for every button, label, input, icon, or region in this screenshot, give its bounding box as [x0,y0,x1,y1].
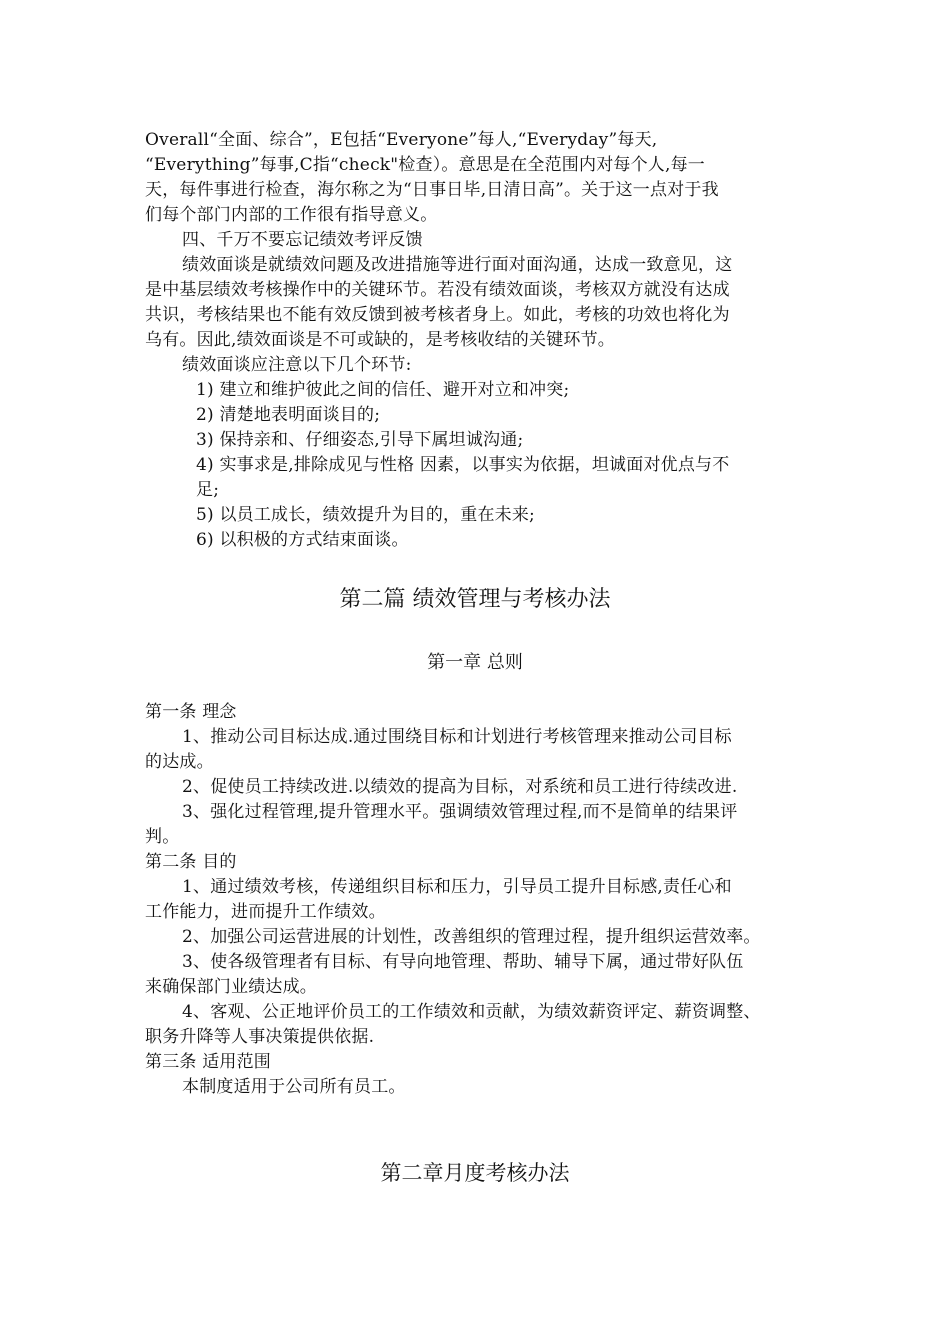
article-1-line: 2、促使员工持续改进.以绩效的提高为目标，对系统和员工进行待续改进. [182,777,738,797]
article-2-line: 3、使各级管理者有目标、有导向地管理、帮助、辅导下属，通过带好队伍 [182,952,744,972]
article-1-heading: 第一条 理念 [145,702,237,722]
section-4-heading: 四、千万不要忘记绩效考评反馈 [182,230,423,250]
list-item: 3) 保持亲和、仔细姿态,引导下属坦诚沟通; [196,430,524,450]
article-1-line: 的达成。 [145,752,214,772]
section-4-paragraph-line-3: 共识，考核结果也不能有效反馈到被考核者身上。如此，考核的功效也将化为 [145,305,730,325]
article-3-line: 本制度适用于公司所有员工。 [182,1077,406,1097]
article-2-line: 工作能力，进而提升工作绩效。 [145,902,386,922]
list-item: 1) 建立和维护彼此之间的信任、避开对立和冲突; [196,380,570,400]
article-2-line: 职务升降等人事决策提供依据. [145,1027,375,1047]
article-1-line: 3、强化过程管理,提升管理水平。强调绩效管理过程,而不是简单的结果评 [182,802,738,822]
list-item-continuation: 足; [196,480,220,500]
list-item: 4) 实事求是,排除成见与性格 因素，以事实为依据，坦诚面对优点与不 [196,455,730,475]
list-item: 5) 以员工成长，绩效提升为目的，重在未来; [196,505,535,525]
article-2-heading: 第二条 目的 [145,852,237,872]
intro-line-1: Overall“全面、综合”，E包括“Everyone”每人,“Everyday”每天, [145,130,658,150]
article-2-line: 4、客观、公正地评价员工的工作绩效和贡献，为绩效薪资评定、薪资调整、 [182,1002,761,1022]
section-4-list-intro: 绩效面谈应注意以下几个环节: [182,355,412,375]
article-1-line: 判。 [145,827,180,847]
section-4-paragraph-line-4: 乌有。因此,绩效面谈是不可或缺的，是考核收结的关键环节。 [145,330,616,350]
list-item: 2) 清楚地表明面谈目的; [196,405,381,425]
list-item: 6) 以积极的方式结束面谈。 [196,530,409,550]
article-2-line: 2、加强公司运营进展的计划性，改善组织的管理过程，提升组织运营效率。 [182,927,761,947]
article-1-line: 1、推动公司目标达成.通过围绕目标和计划进行考核管理来推动公司目标 [182,727,732,747]
intro-line-2: “Everything”每事,C指“check"检查）。意思是在全范围内对每个人,每一 [145,155,706,175]
chapter-title: 第一章 总则 [427,652,523,673]
part-title: 第二篇 绩效管理与考核办法 [339,587,611,612]
section-4-paragraph-line-2: 是中基层绩效考核操作中的关键环节。若没有绩效面谈，考核双方就没有达成 [145,280,730,300]
chapter-2-title: 第二章月度考核办法 [380,1161,570,1185]
intro-line-4: 们每个部门内部的工作很有指导意义。 [145,205,438,225]
article-2-line: 1、通过绩效考核，传递组织目标和压力，引导员工提升目标感,责任心和 [182,877,732,897]
article-2-line: 来确保部门业绩达成。 [145,977,317,997]
section-4-paragraph-line-1: 绩效面谈是就绩效问题及改进措施等进行面对面沟通，达成一致意见，这 [182,255,733,275]
article-3-heading: 第三条 适用范围 [145,1052,272,1072]
intro-line-3: 天，每件事进行检查，海尔称之为“日事日毕,日清日高”。关于这一点对于我 [145,180,719,200]
